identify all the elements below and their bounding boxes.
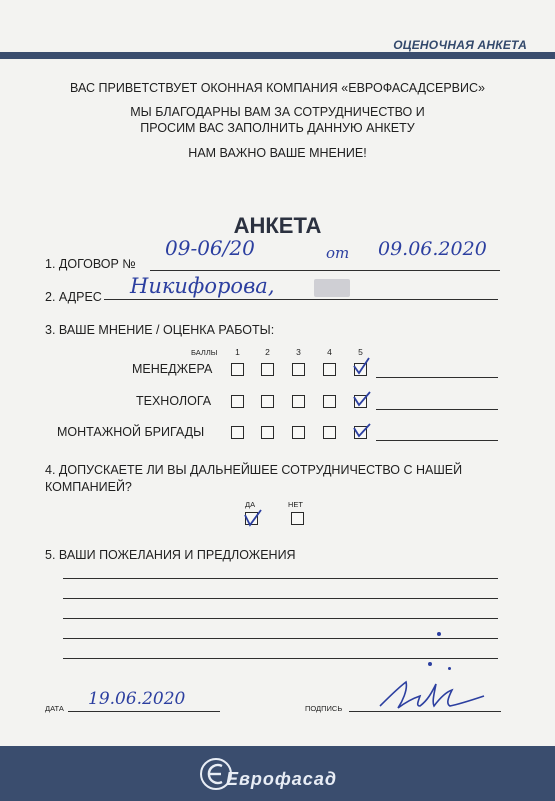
ink-dot (437, 632, 441, 636)
checkbox-installers-2[interactable] (261, 426, 274, 439)
date-label: ДАТА (45, 704, 64, 713)
checkbox-manager-1[interactable] (231, 363, 244, 376)
checkbox-technologist-1[interactable] (231, 395, 244, 408)
ink-dot (448, 667, 451, 670)
contract-date[interactable]: 09.06.2020 (378, 238, 487, 260)
contract-line (150, 270, 500, 271)
check-mark-icon (352, 390, 372, 408)
form-title: ОЦЕНОЧНАЯ АНКЕТА (393, 38, 527, 52)
rating-label: 3. ВАШЕ МНЕНИЕ / ОЦЕНКА РАБОТЫ: (45, 323, 275, 337)
checkbox-technologist-3[interactable] (292, 395, 305, 408)
wishes-line[interactable] (63, 598, 498, 599)
checkbox-manager-4[interactable] (323, 363, 336, 376)
score-header: БАЛЛЫ (191, 348, 218, 357)
checkbox-no[interactable] (291, 512, 304, 525)
checkbox-manager-3[interactable] (292, 363, 305, 376)
yes-label: ДА (245, 500, 256, 509)
check-mark-icon (243, 509, 263, 527)
greeting-line-3: ПРОСИМ ВАС ЗАПОЛНИТЬ ДАННУЮ АНКЕТУ (140, 121, 415, 135)
contract-from-word: от (326, 244, 350, 262)
comment-line-technologist (376, 409, 498, 410)
address-label: 2. АДРЕС (45, 290, 102, 304)
top-band (0, 52, 555, 59)
score-number-5: 5 (358, 347, 363, 357)
checkbox-installers-4[interactable] (323, 426, 336, 439)
wishes-label: 5. ВАШИ ПОЖЕЛАНИЯ И ПРЕДЛОЖЕНИЯ (45, 548, 296, 562)
address-value[interactable]: Никифорова, (130, 274, 275, 298)
greeting-line-4: НАМ ВАЖНО ВАШЕ МНЕНИЕ! (188, 146, 367, 160)
wishes-line[interactable] (63, 638, 498, 639)
rating-row-label-technologist: ТЕХНОЛОГА (136, 394, 212, 408)
cooperation-question-line-2: КОМПАНИЕЙ? (45, 480, 132, 494)
wishes-line[interactable] (63, 578, 498, 579)
address-line (104, 299, 498, 300)
cooperation-question-line-1: 4. ДОПУСКАЕТЕ ЛИ ВЫ ДАЛЬНЕЙШЕЕ СОТРУДНИЧЕСТВО С НАШЕЙ (45, 463, 463, 477)
wishes-line[interactable] (63, 618, 498, 619)
brand-name: Еврофасад (226, 769, 337, 789)
score-number-2: 2 (265, 347, 270, 357)
checkbox-installers-1[interactable] (231, 426, 244, 439)
check-mark-icon (352, 421, 372, 439)
handwritten-signature (376, 676, 486, 714)
greeting-line-1: ВАС ПРИВЕТСТВУЕТ ОКОННАЯ КОМПАНИЯ «ЕВРОФАСАДСЕРВИС» (70, 81, 485, 95)
score-number-4: 4 (327, 347, 332, 357)
no-label: НЕТ (288, 500, 303, 509)
questionnaire-heading: АНКЕТА (233, 213, 322, 238)
date-line (68, 711, 220, 712)
greeting-line-2: МЫ БЛАГОДАРНЫ ВАМ ЗА СОТРУДНИЧЕСТВО И (130, 105, 425, 119)
contract-number[interactable]: 09-06/20 (165, 236, 255, 260)
comment-line-manager (376, 377, 498, 378)
score-number-3: 3 (296, 347, 301, 357)
checkbox-technologist-2[interactable] (261, 395, 274, 408)
checkbox-installers-3[interactable] (292, 426, 305, 439)
rating-row-label-installers: МОНТАЖНОЙ БРИГАДЫ (57, 425, 205, 439)
rating-row-label-manager: МЕНЕДЖЕРА (132, 362, 213, 376)
check-mark-icon (352, 357, 372, 375)
score-number-1: 1 (235, 347, 240, 357)
redacted-area (314, 279, 350, 297)
date-value[interactable]: 19.06.2020 (88, 689, 186, 709)
contract-label: 1. ДОГОВОР № (45, 257, 136, 271)
checkbox-manager-2[interactable] (261, 363, 274, 376)
checkbox-technologist-4[interactable] (323, 395, 336, 408)
wishes-line[interactable] (63, 658, 498, 659)
ink-dot (428, 662, 432, 666)
signature-label: ПОДПИСЬ (305, 704, 343, 713)
comment-line-installers (376, 440, 498, 441)
